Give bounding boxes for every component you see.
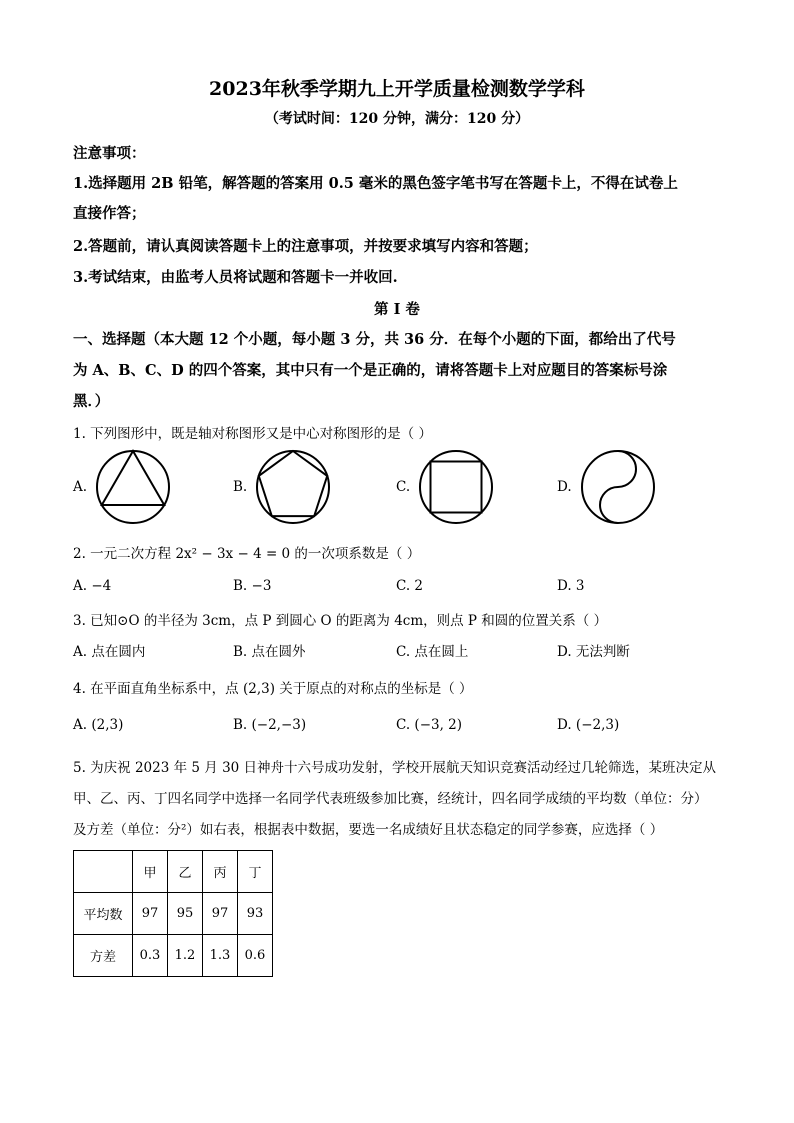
q2-option-a: A. −4 <box>73 578 112 594</box>
table-header-cell: 乙 <box>168 851 203 893</box>
q4-option-c: C. (−3, 2) <box>396 717 463 733</box>
notes-heading: 注意事项： <box>73 145 146 162</box>
q1-option-c-label: C. <box>396 479 411 495</box>
q5-stem-end: 及方差（单位：分²）如右表，根据表中数据，要选一名成绩好且状态稳定的同学参赛，应选择（ ） <box>73 822 664 838</box>
note-item-1: 1.选择题用 2B 铅笔，解答题的答案用 0.5 毫米的黑色签字笔书写在答题卡上，不得在试卷上 <box>73 175 678 192</box>
q4-stem: 4. 在平面直角坐标系中，点 (2,3) 关于原点的对称点的坐标是（ ） <box>73 681 473 697</box>
q4-option-b: B. (−2,−3) <box>233 717 307 733</box>
table-header-cell <box>74 851 133 893</box>
table-row <box>74 893 273 935</box>
q5-stem-cont: 甲、乙、丙、丁四名同学中选择一名同学代表班级参加比赛，经统计，四名同学成绩的平均数（单位：分） <box>73 791 708 807</box>
q1-option-d-figure <box>579 448 657 526</box>
note-item-3: 3.考试结束，由监考人员将试题和答题卡一并收回. <box>73 269 398 286</box>
score-table <box>73 850 273 977</box>
table-header-cell: 甲 <box>133 851 168 893</box>
table-header-cell: 丙 <box>203 851 238 893</box>
q2-option-d: D. 3 <box>557 578 585 594</box>
table-cell: 0.6 <box>238 935 273 977</box>
note-item-1-cont: 直接作答； <box>73 205 146 222</box>
exam-subtitle: （考试时间：120 分钟，满分：120 分） <box>264 111 530 127</box>
section-instructions-end: 黑．） <box>73 393 110 410</box>
q1-option-b-figure <box>254 448 332 526</box>
q2-option-b: B. −3 <box>233 578 272 594</box>
table-cell: 95 <box>168 893 203 935</box>
q3-stem: 3. 已知⊙O 的半径为 3cm，点 P 到圆心 O 的距离为 4cm，则点 P 和圆的位置关系（ ） <box>73 613 608 629</box>
q3-option-a: A. 点在圆内 <box>73 644 146 660</box>
q1-option-a-label: A. <box>73 479 88 495</box>
note-item-2: 2.答题前，请认真阅读答题卡上的注意事项，并按要求填写内容和答题； <box>73 238 538 255</box>
table-cell: 93 <box>238 893 273 935</box>
q3-option-c: C. 点在圆上 <box>396 644 469 660</box>
q3-option-b: B. 点在圆外 <box>233 644 306 660</box>
section-instructions: 一、选择题（本大题 12 个小题，每小题 3 分，共 36 分．在每个小题的下面，都给出了代号 <box>73 331 676 348</box>
q1-option-b-label: B. <box>233 479 248 495</box>
q1-option-a-figure <box>94 448 172 526</box>
q5-stem: 5. 为庆祝 2023 年 5 月 30 日神舟十六号成功发射，学校开展航天知识竞赛活动经过几轮筛选，某班决定从 <box>73 760 717 776</box>
volume-label: 第 I 卷 <box>374 301 420 318</box>
q3-option-d: D. 无法判断 <box>557 644 630 660</box>
table-cell: 97 <box>133 893 168 935</box>
table-row <box>74 935 273 977</box>
table-cell: 97 <box>203 893 238 935</box>
q1-option-d-label: D. <box>557 479 572 495</box>
exam-title: 2023年秋季学期九上开学质量检测数学学科 <box>209 78 585 100</box>
table-cell: 1.2 <box>168 935 203 977</box>
table-cell: 平均数 <box>74 893 133 935</box>
table-header-cell: 丁 <box>238 851 273 893</box>
q1-stem: 1. 下列图形中，既是轴对称图形又是中心对称图形的是（ ） <box>73 426 432 442</box>
section-instructions-cont: 为 A、B、C、D 的四个答案，其中只有一个是正确的，请将答题卡上对应题目的答案标号涂 <box>73 362 668 379</box>
table-cell: 1.3 <box>203 935 238 977</box>
q4-option-d: D. (−2,3) <box>557 717 620 733</box>
q4-option-a: A. (2,3) <box>73 717 124 733</box>
q2-stem: 2. 一元二次方程 2x² − 3x − 4 = 0 的一次项系数是（ ） <box>73 546 421 562</box>
q2-option-c: C. 2 <box>396 578 424 594</box>
table-cell: 0.3 <box>133 935 168 977</box>
q1-option-c-figure <box>417 448 495 526</box>
table-cell: 方差 <box>74 935 133 977</box>
table-header-row <box>74 851 273 893</box>
